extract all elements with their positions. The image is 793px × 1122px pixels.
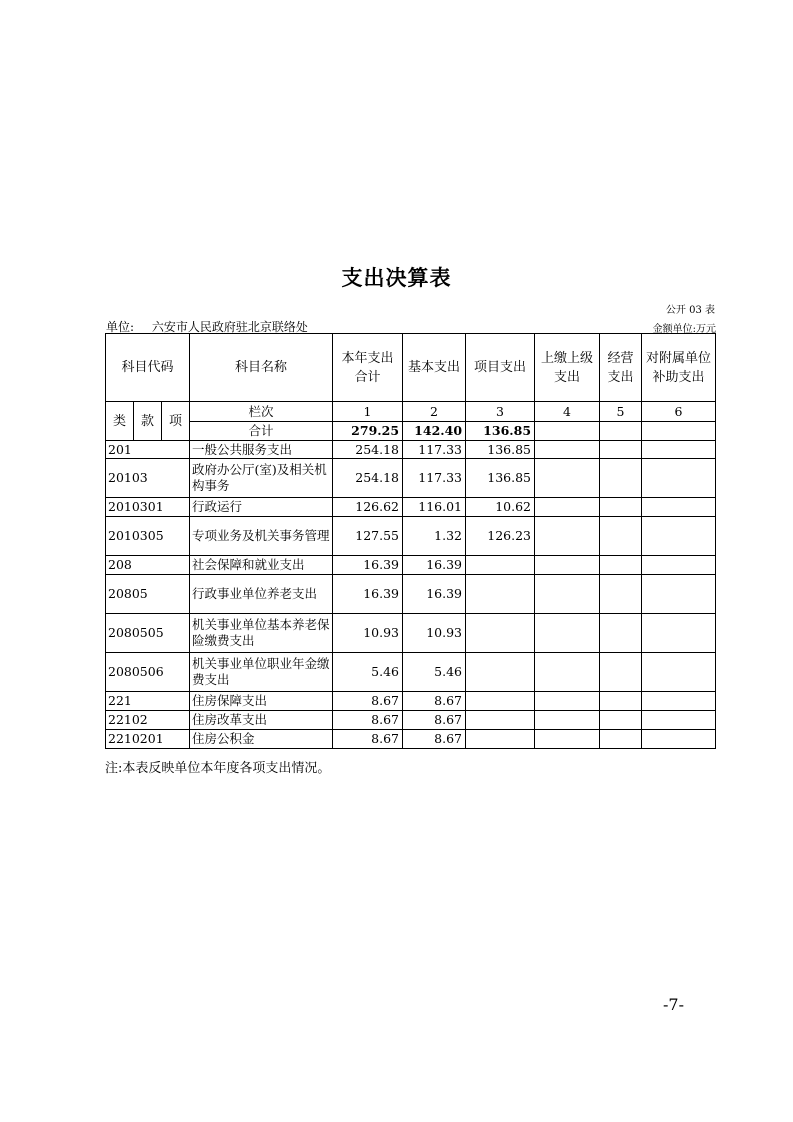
business-expenditure (600, 517, 642, 556)
total-expenditure: 8.67 (333, 711, 403, 730)
project-expenditure (466, 556, 535, 575)
project-expenditure: 136.85 (466, 459, 535, 498)
subject-name: 社会保障和就业支出 (190, 556, 333, 575)
header-xiang: 项 (162, 402, 190, 441)
subsidy-expenditure (642, 556, 716, 575)
table-body (106, 441, 716, 749)
subsidy-expenditure (642, 441, 716, 459)
column-order-label: 栏次 (190, 402, 333, 422)
upper-expenditure (535, 441, 600, 459)
total-expenditure: 254.18 (333, 459, 403, 498)
basic-expenditure: 117.33 (403, 459, 466, 498)
unit-label: 单位: (106, 320, 135, 334)
header-total (333, 334, 403, 402)
subsidy-expenditure (642, 575, 716, 614)
col-num-4: 4 (535, 402, 600, 422)
header-subsidy (642, 334, 716, 402)
col-num-1: 1 (333, 402, 403, 422)
subject-name: 住房改革支出 (190, 711, 333, 730)
header-row (106, 334, 716, 402)
basic-expenditure: 10.93 (403, 614, 466, 653)
total-business (600, 422, 642, 441)
basic-expenditure: 5.46 (403, 653, 466, 692)
page-title: 支出决算表 (341, 265, 452, 290)
table-row (106, 498, 716, 517)
total-expenditure: 16.39 (333, 556, 403, 575)
subject-code: 20805 (106, 575, 190, 614)
subject-name: 机关事业单位职业年金缴费支出 (190, 653, 333, 692)
table-row (106, 459, 716, 498)
subject-name: 住房保障支出 (190, 692, 333, 711)
basic-expenditure: 8.67 (403, 692, 466, 711)
header-subsidy-line2: 补助支出 (652, 369, 705, 385)
header-business-line2: 支出 (607, 369, 634, 385)
total-expenditure: 10.93 (333, 614, 403, 653)
business-expenditure (600, 575, 642, 614)
subject-code: 2080505 (106, 614, 190, 653)
total-basic: 142.40 (403, 422, 466, 441)
subject-name: 机关事业单位基本养老保险缴费支出 (190, 614, 333, 653)
project-expenditure (466, 653, 535, 692)
total-expenditure: 8.67 (333, 692, 403, 711)
subject-code: 2210201 (106, 730, 190, 749)
project-expenditure: 10.62 (466, 498, 535, 517)
header-name: 科目名称 (190, 334, 333, 402)
table-row (106, 614, 716, 653)
subject-code: 2080506 (106, 653, 190, 692)
total-row (106, 422, 716, 441)
footnote: 注:本表反映单位本年度各项支出情况。 (105, 761, 331, 776)
total-project: 136.85 (466, 422, 535, 441)
total-expenditure: 254.18 (333, 441, 403, 459)
upper-expenditure (535, 459, 600, 498)
project-expenditure: 126.23 (466, 517, 535, 556)
total-expenditure: 127.55 (333, 517, 403, 556)
table-row (106, 692, 716, 711)
subject-code: 22102 (106, 711, 190, 730)
upper-expenditure (535, 730, 600, 749)
business-expenditure (600, 653, 642, 692)
col-num-2: 2 (403, 402, 466, 422)
basic-expenditure: 16.39 (403, 575, 466, 614)
project-expenditure (466, 614, 535, 653)
table-header (106, 334, 716, 441)
business-expenditure (600, 730, 642, 749)
subsidy-expenditure (642, 730, 716, 749)
subject-name: 政府办公厅(室)及相关机构事务 (190, 459, 333, 498)
upper-expenditure (535, 692, 600, 711)
basic-expenditure: 16.39 (403, 556, 466, 575)
header-basic: 基本支出 (403, 334, 466, 402)
header-total-line2: 合计 (354, 369, 381, 385)
total-amount: 279.25 (333, 422, 403, 441)
subject-name: 行政事业单位养老支出 (190, 575, 333, 614)
basic-expenditure: 116.01 (403, 498, 466, 517)
col-num-6: 6 (642, 402, 716, 422)
business-expenditure (600, 692, 642, 711)
subject-name: 一般公共服务支出 (190, 441, 333, 459)
upper-expenditure (535, 556, 600, 575)
subject-code: 2010301 (106, 498, 190, 517)
header-upper (535, 334, 600, 402)
business-expenditure (600, 614, 642, 653)
table-row (106, 653, 716, 692)
expenditure-table (105, 333, 716, 749)
total-expenditure: 16.39 (333, 575, 403, 614)
total-expenditure: 126.62 (333, 498, 403, 517)
basic-expenditure: 1.32 (403, 517, 466, 556)
subject-code: 208 (106, 556, 190, 575)
subsidy-expenditure (642, 692, 716, 711)
subsidy-expenditure (642, 459, 716, 498)
business-expenditure (600, 441, 642, 459)
header-upper-line2: 支出 (554, 369, 581, 385)
total-label: 合计 (190, 422, 333, 441)
upper-expenditure (535, 498, 600, 517)
subsidy-expenditure (642, 517, 716, 556)
header-business-line1: 经营 (607, 350, 634, 366)
unit-name: 六安市人民政府驻北京联络处 (151, 320, 308, 334)
amount-unit: 金额单位:万元 (652, 324, 716, 335)
col-num-5: 5 (600, 402, 642, 422)
header-project: 项目支出 (466, 334, 535, 402)
subsidy-expenditure (642, 614, 716, 653)
business-expenditure (600, 498, 642, 517)
table-row (106, 517, 716, 556)
project-expenditure (466, 711, 535, 730)
table-row (106, 711, 716, 730)
subsidy-expenditure (642, 653, 716, 692)
project-expenditure: 136.85 (466, 441, 535, 459)
total-expenditure: 8.67 (333, 730, 403, 749)
table-row (106, 441, 716, 459)
header-upper-line1: 上缴上级 (541, 350, 594, 366)
basic-expenditure: 8.67 (403, 730, 466, 749)
col-num-3: 3 (466, 402, 535, 422)
subsidy-expenditure (642, 711, 716, 730)
business-expenditure (600, 459, 642, 498)
subject-code: 221 (106, 692, 190, 711)
total-upper (535, 422, 600, 441)
column-order-row (106, 402, 716, 422)
header-lei: 类 (106, 402, 134, 441)
upper-expenditure (535, 653, 600, 692)
business-expenditure (600, 711, 642, 730)
subject-name: 专项业务及机关事务管理 (190, 517, 333, 556)
business-expenditure (600, 556, 642, 575)
subject-name: 住房公积金 (190, 730, 333, 749)
header-code: 科目代码 (106, 334, 190, 402)
subject-code: 201 (106, 441, 190, 459)
project-expenditure (466, 730, 535, 749)
subject-code: 20103 (106, 459, 190, 498)
total-subsidy (642, 422, 716, 441)
header-kuan: 款 (134, 402, 162, 441)
subject-name: 行政运行 (190, 498, 333, 517)
upper-expenditure (535, 711, 600, 730)
header-total-line1: 本年支出 (341, 350, 394, 366)
subject-code: 2010305 (106, 517, 190, 556)
subsidy-expenditure (642, 498, 716, 517)
table-row (106, 556, 716, 575)
header-business (600, 334, 642, 402)
table-row (106, 730, 716, 749)
total-expenditure: 5.46 (333, 653, 403, 692)
header-subsidy-line1: 对附属单位 (646, 350, 712, 366)
page-number: -7- (663, 995, 684, 1014)
project-expenditure (466, 692, 535, 711)
upper-expenditure (535, 614, 600, 653)
upper-expenditure (535, 575, 600, 614)
table-row (106, 575, 716, 614)
form-number: 公开 03 表 (665, 305, 715, 316)
upper-expenditure (535, 517, 600, 556)
basic-expenditure: 117.33 (403, 441, 466, 459)
project-expenditure (466, 575, 535, 614)
basic-expenditure: 8.67 (403, 711, 466, 730)
